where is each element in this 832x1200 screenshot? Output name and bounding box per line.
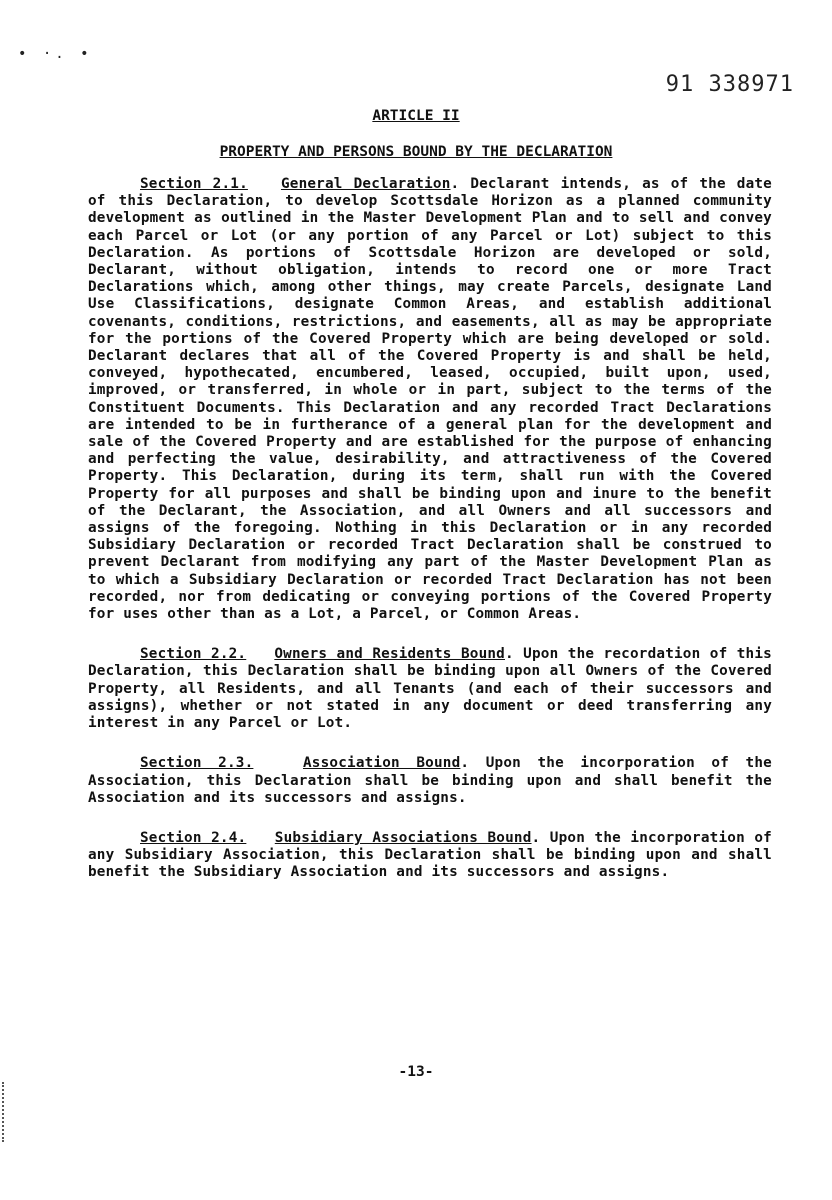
corner-marks: • ·. • <box>18 46 93 62</box>
page-number: -13- <box>398 1064 434 1080</box>
section-number: Section 2.1. <box>140 176 248 192</box>
section-2-4 <box>88 830 772 882</box>
article-title: ARTICLE II <box>372 108 460 124</box>
section-number: Section 2.4. <box>140 829 247 846</box>
document-body <box>88 176 772 905</box>
section-2-1 <box>88 176 772 623</box>
section-text: . Upon the incorporation of the Association, this Declaration shall be binding upon and shall benefit the Association and its successors and assigns. <box>88 755 772 806</box>
article-heading: PROPERTY AND PERSONS BOUND BY THE DECLARATION <box>219 144 613 160</box>
scan-edge-marks <box>2 1082 7 1142</box>
section-title: Subsidiary Associations Bound <box>274 829 532 846</box>
article-title-line <box>0 108 832 124</box>
section-title: Association Bound <box>302 755 461 772</box>
document-number: 91 338971 <box>665 72 794 97</box>
section-title: Owners and Residents Bound <box>274 646 505 663</box>
section-number: Section 2.3. <box>140 755 254 772</box>
section-2-3 <box>88 755 772 807</box>
section-text: . Declarant intends, as of the date of this Declaration, to develop Scottsdale Horizon as a planned community development as outlined in the Master Development Plan and to sell and convey each Parcel or Lot (or any portion of any Parcel or Lot) subject to this Declaration. As portions of Scottsdale Horizon are developed or sold, Declarant, without obligation, intends to record one or more Tract Declarations which, among other things, may create Parcels, designate Land Use Classifications, designate Common Areas, and establish additional covenants, conditions, restrictions, and easements, all as may be appropriate for the portions of the Covered Property which are being developed or sold. Declarant declares that all of the Covered Property is and shall be held, conveyed, hypothecated, encumbered, leased, occupied, built upon, used, improved, or transferred, in whole or in part, subject to the terms of the Constituent Documents. This Declaration and any recorded Tract Declarations are intended to be in furtherance of a general plan for the development and sale of the Covered Property and are established for the purpose of enhancing and perfecting the value, desirability, and attractiveness of the Covered Property. This Declaration, during its term, shall run with the Covered Property for all purposes and shall be binding upon and inure to the benefit of the Declarant, the Association, and all Owners and all successors and assigns of the foregoing. Nothing in this Declaration or in any recorded Subsidiary Declaration or recorded Tract Declaration shall be construed to prevent Declarant from modifying any part of the Master Development Plan as to which a Subsidiary Declaration or recorded Tract Declaration has not been recorded, nor from dedicating or conveying portions of the Covered Property for uses other than as a Lot, a Parcel, or Common Areas. <box>88 176 772 623</box>
section-2-2 <box>88 646 772 732</box>
section-text: . Upon the incorporation of any Subsidiary Association, this Declaration shall be binding upon and shall benefit the Subsidiary Association and its successors and assigns. <box>88 829 772 881</box>
section-title: General Declaration <box>280 176 451 192</box>
article-heading-line <box>0 144 832 160</box>
section-text: . Upon the recordation of this Declaration, this Declaration shall be binding upon all Owners of the Covered Property, all Residents, and all Tenants (and each of their successors and assigns), whether or not stated in any document or deed transferring any interest in any Parcel or Lot. <box>88 646 772 732</box>
section-number: Section 2.2. <box>140 646 247 663</box>
